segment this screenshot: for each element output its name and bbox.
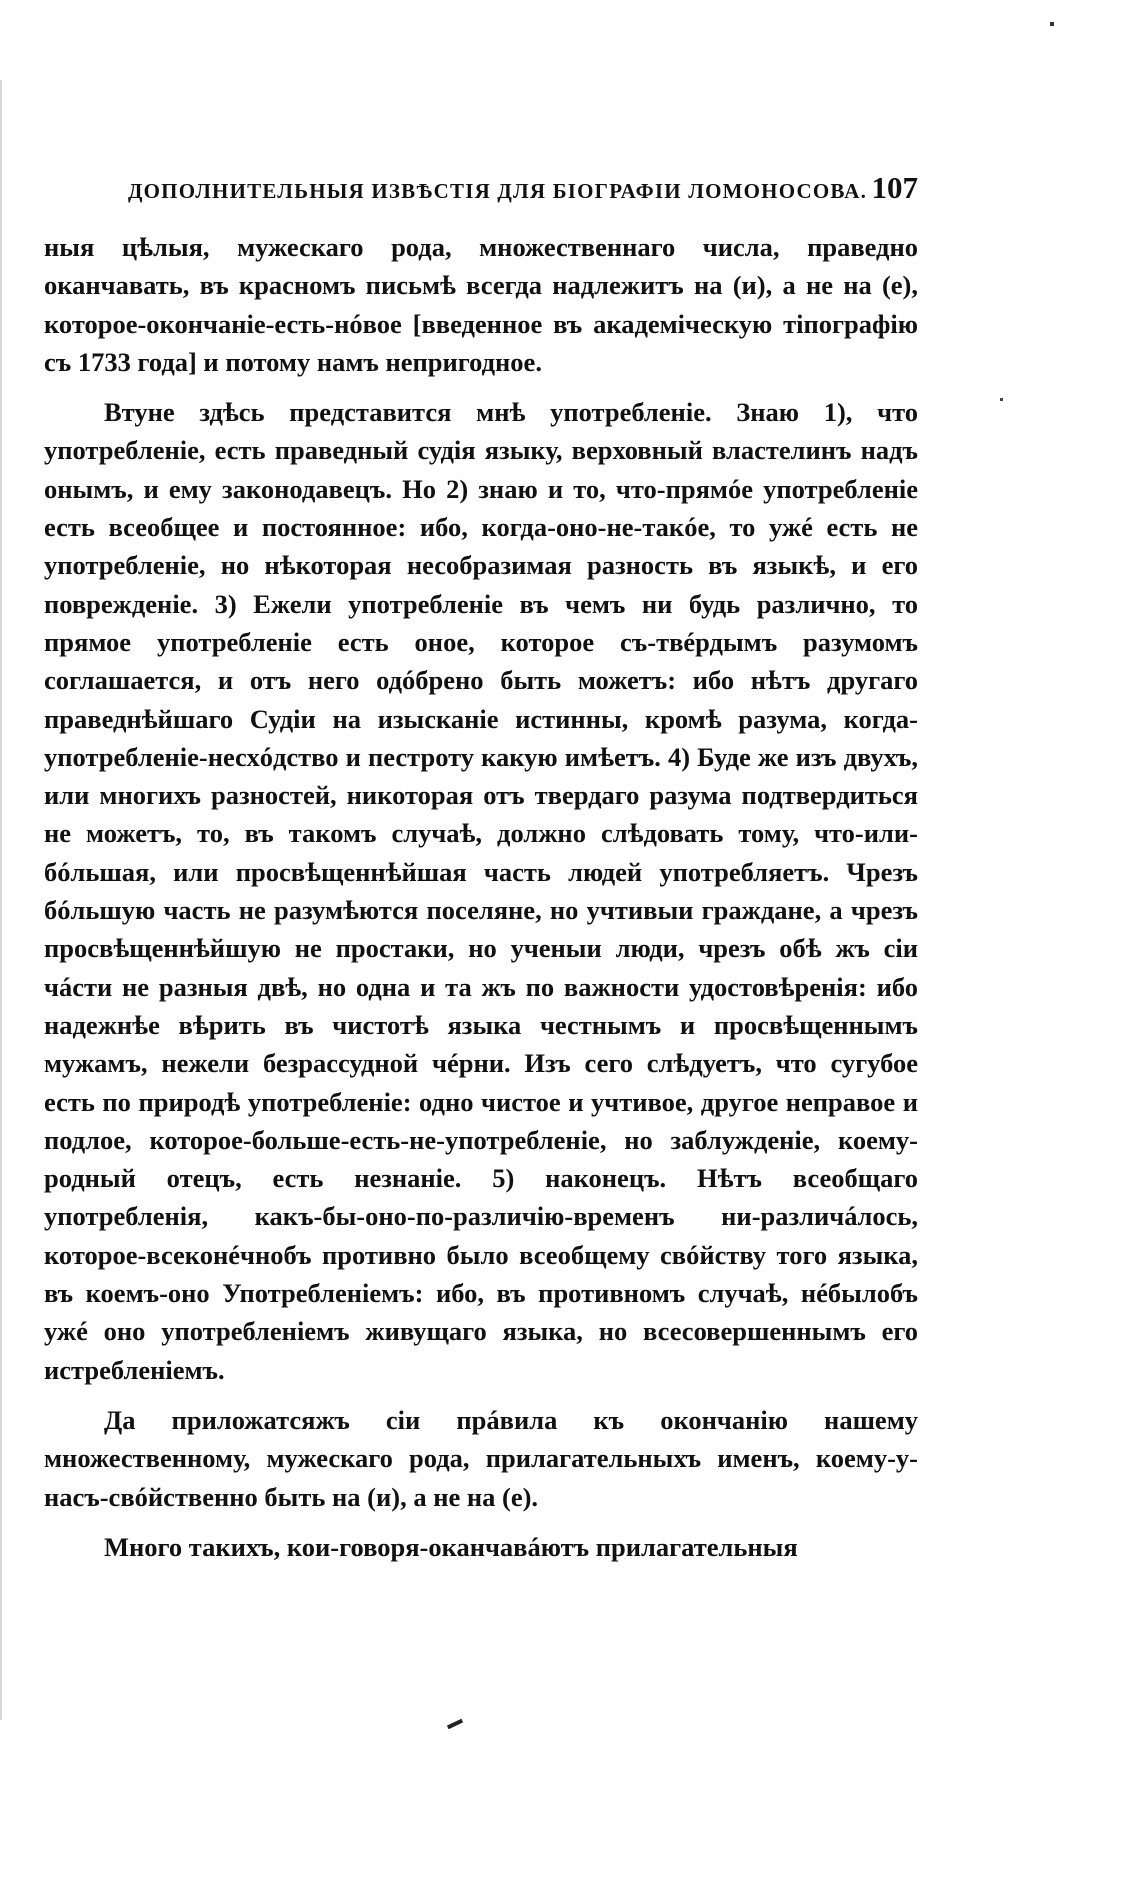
- paragraph: ныя цѣлыя, мужескаго рода, множественнаго числа, праведно оканчавать, въ красномъ письмѣ всегда надлежитъ на (и), а не на (е), которое-окончаніе-есть-нóвое [введенное въ академіческую тіпографію съ 1733 года] и потому намъ непригодное.: [44, 232, 918, 377]
- scan-mark: [447, 1719, 463, 1729]
- page-header: [128, 170, 918, 210]
- paragraph: Да приложатсяжъ сіи прáвила къ окончанію нашему множественному, мужескаго рода, прилагательныхъ именъ, коему-у-насъ-свóйственно быть на (и), а не на (е).: [44, 1404, 918, 1512]
- paragraph: Много такихъ, кои-говоря-оканчавáютъ прилагательныя: [104, 1531, 798, 1562]
- body-text: [44, 228, 918, 1578]
- page-number: 107: [871, 170, 918, 205]
- paragraph: Втуне здѣсь представится мнѣ употребленіе. Знаю 1), что употребленіе, есть праведный судія языку, верховный властелинъ надъ онымъ, и ему законодавецъ. Но 2) знаю и то, что-прямóе употребленіе есть всеобщее и постоянное: ибо, когда-оно-не-такóе, то ужé есть не употребленіе, но нѣкоторая несобразимая разность въ языкѣ, и его поврежденіе. 3) Ежели употребленіе въ чемъ ни будь различно, то прямое употребленіе есть оное, которое съ-твéрдымъ разумомъ соглашается, и отъ него одóбрено быть можетъ: ибо нѣтъ другаго праведнѣйшаго Судіи на изысканіе истинны, кромѣ разума, когда-употребленіе-несхóдство и пестроту какую имѣетъ. 4) Буде же изъ двухъ, или многихъ разностей, никоторая отъ твердаго разума подтвердиться не можетъ, то, въ такомъ случаѣ, должно слѣдовать тому, что-или-бóльшая, или просвѣщеннѣйшая часть людей употребляетъ. Чрезъ бóльшую часть не разумѣются поселяне, но учтивыи граждане, а чрезъ просвѣщеннѣйшую не простаки, но ученыи люди, чрезъ обѣ жъ сіи чáсти не разныя двѣ, но одна и та жъ по важности удостовѣренія: ибо надежнѣе вѣрить въ чистотѣ языка честнымъ и просвѣщеннымъ мужамъ, нежели безрассудной чéрни. Изъ сего слѣдуетъ, что сугубое есть по природѣ употребленіе: одно чистое и учтивое, другое неправое и подлое, которое-больше-есть-не-употребленіе, но заблужденіе, коему-родный отецъ, есть незнаніе. 5) наконецъ. Нѣтъ всеобщаго употребленія, какъ-бы-оно-по-различію-временъ ни-различáлось, которое-всеконéчнобъ противно было всеобщему свóйству того языка, въ коемъ-оно Употребленіемъ: ибо, въ противномъ случаѣ, нéбылобъ ужé оно употребленіемъ живущаго языка, но всесовершеннымъ его истребленіемъ.: [44, 397, 918, 1385]
- scan-speck: [1050, 22, 1054, 26]
- scan-edge-line: [0, 80, 2, 1720]
- running-title: ДОПОЛНИТЕЛЬНЫЯ ИЗВѢСТІЯ ДЛЯ БІОГРАФІИ ЛОМОНОСОВА.: [128, 179, 868, 203]
- scan-speck: [1000, 398, 1003, 401]
